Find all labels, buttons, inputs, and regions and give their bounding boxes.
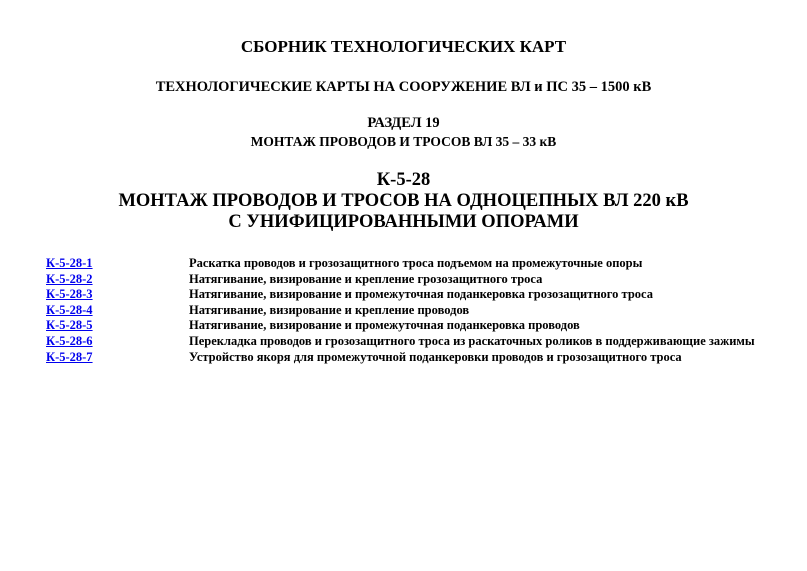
collection-title: СБОРНИК ТЕХНОЛОГИЧЕСКИХ КАРТ: [240, 37, 567, 56]
card-title-line-2: С УНИФИЦИРОВАННЫМИ ОПОРАМИ: [228, 212, 579, 232]
toc-description: Натягивание, визирование и промежуточная поданкеровка проводов: [189, 318, 580, 333]
toc-row: [0, 334, 807, 350]
card-title-line-1: МОНТАЖ ПРОВОДОВ И ТРОСОВ НА ОДНОЦЕПНЫХ ВЛ 220 кВ: [118, 191, 689, 211]
toc-description: Натягивание, визирование и промежуточная поданкеровка грозозащитного троса: [189, 287, 653, 302]
toc-link-k-5-28-6[interactable]: К-5-28-6: [46, 333, 93, 348]
toc-row: [0, 303, 807, 319]
toc-description: Раскатка проводов и грозозащитного троса подъемом на промежуточные опоры: [189, 256, 643, 270]
toc-description: Натягивание, визирование и крепление проводов: [189, 302, 470, 317]
card-code: К-5-28: [376, 170, 431, 190]
toc-link-k-5-28-7[interactable]: К-5-28-7: [46, 349, 93, 364]
section-title: МОНТАЖ ПРОВОДОВ И ТРОСОВ ВЛ 35 – 33 кВ: [250, 134, 557, 149]
toc-row: [0, 287, 807, 303]
document-subtitle: ТЕХНОЛОГИЧЕСКИЕ КАРТЫ НА СООРУЖЕНИЕ ВЛ и ПС 35 – 1500 кВ: [155, 79, 652, 95]
toc-row: [0, 318, 807, 334]
toc-link-k-5-28-1[interactable]: К-5-28-1: [46, 256, 93, 270]
table-of-contents: [0, 256, 807, 365]
toc-link-k-5-28-4[interactable]: К-5-28-4: [46, 302, 93, 317]
toc-link-k-5-28-5[interactable]: К-5-28-5: [46, 318, 93, 333]
toc-row: [0, 350, 807, 366]
toc-link-k-5-28-3[interactable]: К-5-28-3: [46, 287, 93, 302]
section-number: РАЗДЕЛ 19: [367, 115, 440, 131]
toc-link-k-5-28-2[interactable]: К-5-28-2: [46, 271, 93, 286]
toc-row: [0, 256, 807, 272]
toc-description: Перекладка проводов и грозозащитного троса из раскаточных роликов в поддерживающие зажимы: [189, 333, 755, 348]
toc-row: [0, 272, 807, 288]
toc-description: Устройство якоря для промежуточной поданкеровки проводов и грозозащитного троса: [189, 349, 682, 364]
toc-description: Натягивание, визирование и крепление грозозащитного троса: [189, 271, 543, 286]
